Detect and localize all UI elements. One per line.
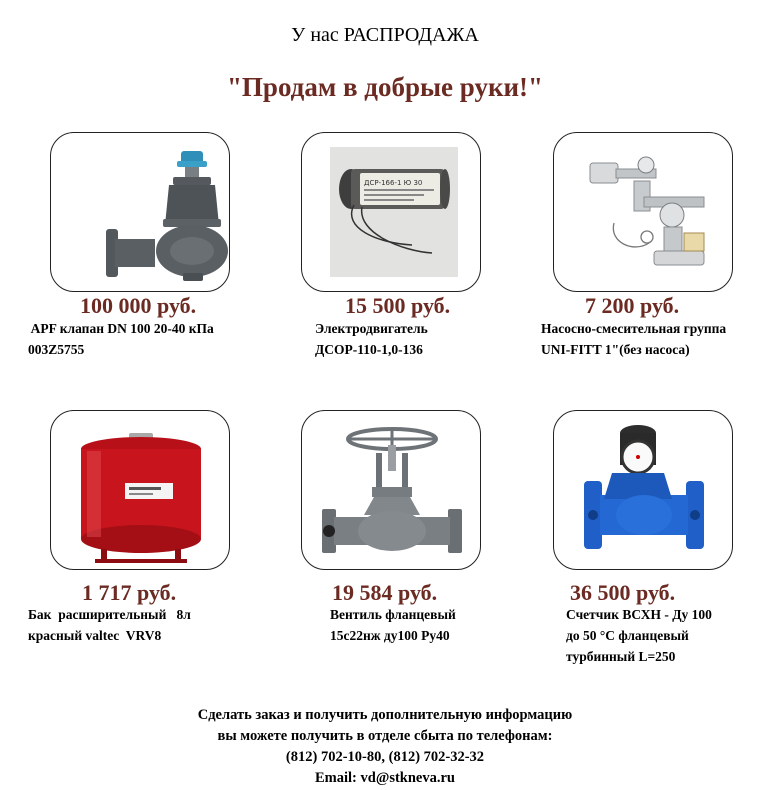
product-image-frame[interactable]: [301, 410, 481, 570]
mixing-group-icon: [554, 133, 733, 292]
product-price: 7 200 руб.: [585, 293, 680, 318]
footer-email[interactable]: Email: vd@stkneva.ru: [315, 770, 455, 786]
product-image-frame[interactable]: [50, 410, 230, 570]
product-description: [315, 318, 428, 360]
description-line: до 50 °С фланцевый: [566, 628, 689, 643]
product-price: 15 500 руб.: [345, 293, 451, 318]
water-meter-icon: [554, 411, 733, 570]
product-description: [28, 318, 214, 360]
description-line: ДСОР-110-1,0-136: [315, 342, 423, 357]
product-price: 19 584 руб.: [332, 580, 438, 605]
product-image-frame[interactable]: [553, 410, 733, 570]
product-description: [566, 604, 712, 667]
description-line: 15с22нж ду100 Ру40: [330, 628, 450, 643]
product-description: [28, 604, 191, 646]
flanged-valve-icon: [302, 411, 481, 570]
expansion-tank-icon: [51, 411, 230, 570]
sale-subtitle: У нас РАСПРОДАЖА: [291, 24, 479, 46]
description-line: APF клапан DN 100 20-40 кПа: [28, 321, 214, 336]
description-line: Вентиль фланцевый: [330, 607, 456, 622]
product-image-frame[interactable]: [301, 132, 481, 292]
product-price: 36 500 руб.: [570, 580, 676, 605]
electric-motor-icon: [302, 133, 481, 292]
footer-phone-numbers[interactable]: (812) 702-10-80, (812) 702-32-32: [285, 749, 485, 765]
product-price: 100 000 руб.: [80, 293, 197, 318]
product-image-frame[interactable]: [553, 132, 733, 292]
description-line: турбинный L=250: [566, 649, 676, 664]
product-description: [541, 318, 726, 360]
description-line: красный valtec VRV8: [28, 628, 162, 643]
description-line: UNI-FITT 1"(без насоса): [541, 342, 690, 357]
footer-order-line: Сделать заказ и получить дополнительную информацию: [197, 707, 573, 723]
product-price: 1 717 руб.: [82, 580, 177, 605]
motor-label-text: ДСР-166-1 Ю 30: [364, 179, 423, 187]
description-line: Счетчик ВСХН - Ду 100: [566, 607, 712, 622]
footer-contact-line: вы можете получить в отделе сбыта по телефонам:: [217, 728, 553, 744]
description-line: Электродвигатель: [315, 321, 428, 336]
description-line: Бак расширительный 8л: [28, 607, 191, 622]
description-line: 003Z5755: [28, 342, 85, 357]
product-image-frame[interactable]: [50, 132, 230, 292]
sale-headline: "Продам в добрые руки!": [226, 72, 544, 102]
valve-regulator-icon: [51, 133, 230, 292]
product-description: [330, 604, 456, 646]
description-line: Насосно-смесительная группа: [541, 321, 727, 336]
